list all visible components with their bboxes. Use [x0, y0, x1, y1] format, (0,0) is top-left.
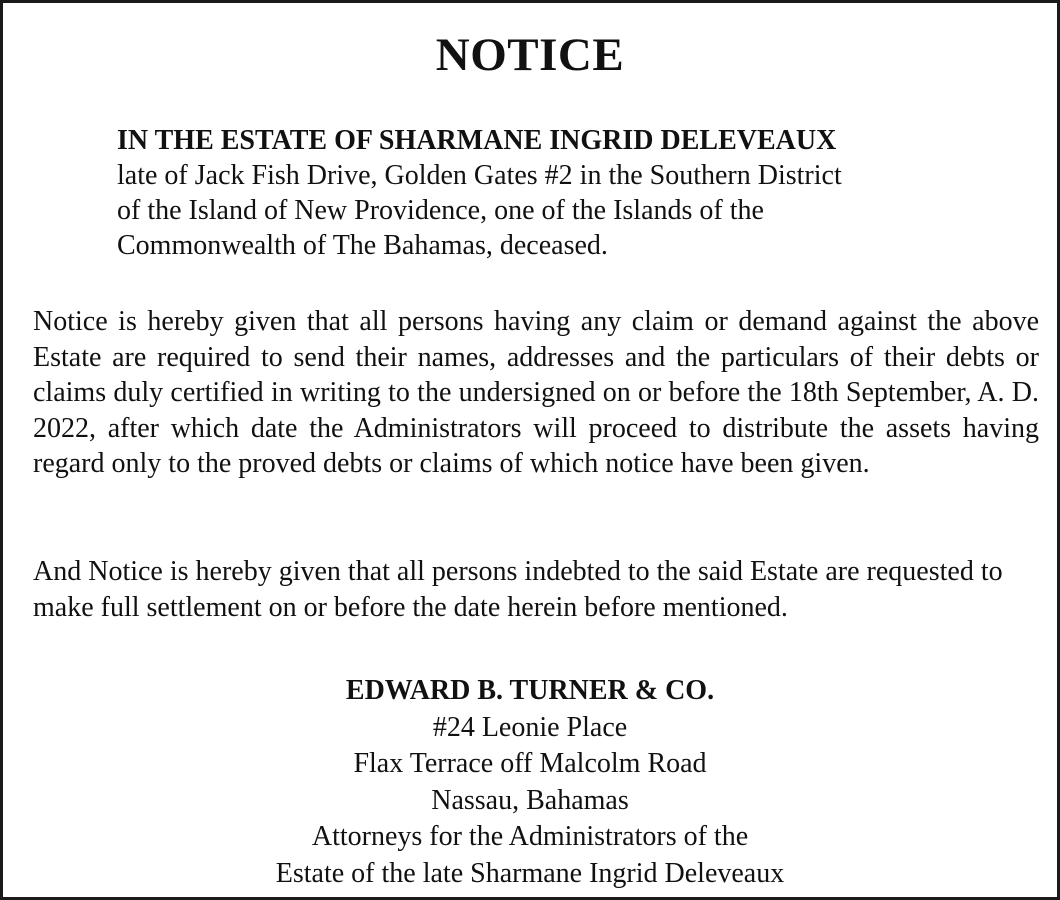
firm-name: EDWARD B. TURNER & CO.: [345, 675, 715, 706]
signature-block: [3, 673, 1057, 892]
estate-heading: IN THE ESTATE OF SHARMANE INGRID DELEVEAUX: [117, 125, 837, 156]
estate-line: Commonwealth of The Bahamas, deceased.: [117, 230, 608, 261]
address-line: Flax Terrace off Malcolm Road: [353, 748, 707, 779]
settlement-paragraph: And Notice is hereby given that all persons indebted to the said Estate are requested to make full settlement on or before the date herein before mentioned.: [33, 556, 1003, 623]
address-line: #24 Leonie Place: [432, 711, 628, 743]
role-line: Attorneys for the Administrators of the: [311, 821, 749, 852]
notice-title: NOTICE: [435, 29, 625, 81]
role-line: Estate of the late Sharmane Ingrid Deleveaux: [275, 857, 785, 889]
estate-block: [117, 123, 1017, 263]
claims-paragraph: Notice is hereby given that all persons having any claim or demand against the above Estate are required to send their names, addresses and the particulars of their debts or claims duly certified in writing to the undersigned on or before the 18th September, A. D. 2022, after which date the Administrators will proceed to distribute the assets having regard only to the proved debts or claims of which notice have been given.: [33, 306, 1039, 479]
city-line: Nassau, Bahamas: [431, 784, 629, 816]
estate-line: of the Island of New Providence, one of the Islands of the: [117, 195, 764, 226]
estate-line: late of Jack Fish Drive, Golden Gates #2 in the Southern District: [117, 160, 842, 191]
